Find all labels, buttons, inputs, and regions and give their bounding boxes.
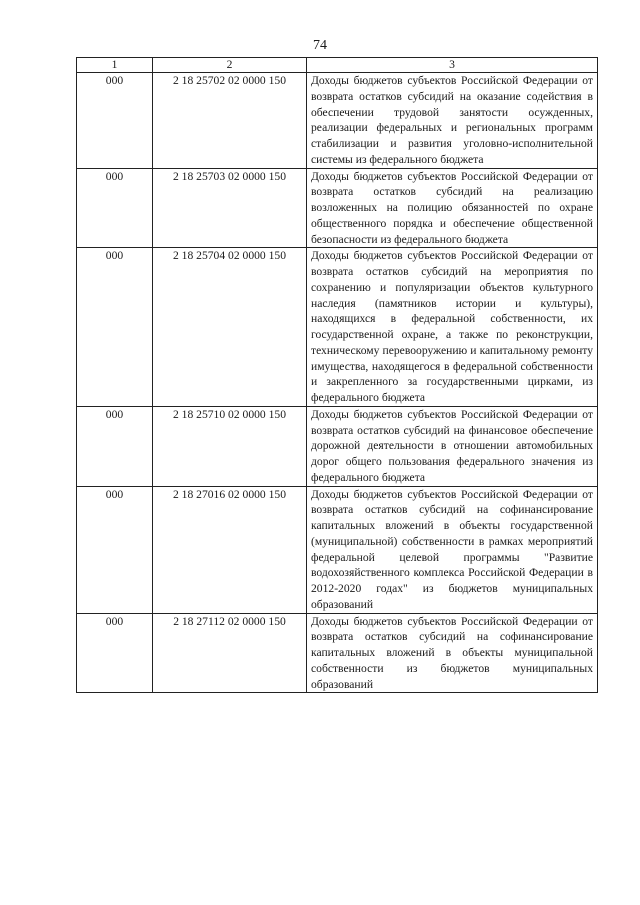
table-header-row <box>77 58 598 73</box>
kbk-code-cell: 2 18 27016 02 0000 150 <box>153 486 307 613</box>
table-row <box>77 613 598 693</box>
page-number: 74 <box>313 38 327 53</box>
budget-classification-table <box>76 57 598 693</box>
admin-code-cell: 000 <box>77 73 153 169</box>
income-name-cell: Доходы бюджетов субъектов Российской Федерации от возврата остатков субсидий на финансовое обеспечение дорожной деятельности в отношении автомобильных дорог общего пользования федерального значения из федерального бюджета <box>307 406 598 486</box>
income-name-cell: Доходы бюджетов субъектов Российской Федерации от возврата остатков субсидий на софинансирование капитальных вложений в объекты муниципальной собственности из бюджетов муниципальных образований <box>307 613 598 693</box>
income-name-cell: Доходы бюджетов субъектов Российской Федерации от возврата остатков субсидий на реализацию возложенных на полицию обязанностей по охране общественного порядка и обеспечение общественной безопасности из федерального бюджета <box>307 168 598 248</box>
income-name-cell: Доходы бюджетов субъектов Российской Федерации от возврата остатков субсидий на мероприятия по сохранению и популяризации объектов культурного наследия (памятников истории и культуры), находящихся в федеральной собственности, их государственной охране, а также по реконструкции, техническому перевооружению и капитальному ремонту имущества, находящегося в федеральной собственности и закрепленного за государственными цирками, из федерального бюджета <box>307 248 598 407</box>
kbk-code-cell: 2 18 25702 02 0000 150 <box>153 73 307 169</box>
admin-code-cell: 000 <box>77 168 153 248</box>
kbk-code-cell: 2 18 25703 02 0000 150 <box>153 168 307 248</box>
income-name-cell: Доходы бюджетов субъектов Российской Федерации от возврата остатков субсидий на оказание содействия в обеспечении трудовой занятости осужденных, реализации федеральных и региональных программ стабилизации и развития уголовно-исполнительной системы из федерального бюджета <box>307 73 598 169</box>
income-name-cell: Доходы бюджетов субъектов Российской Федерации от возврата остатков субсидий на софинансирование капитальных вложений в объекты государственной (муниципальной) собственности в рамках мероприятий федеральной целевой программы "Развитие водохозяйственного комплекса Российской Федерации в 2012-2020 годах" из бюджетов муниципальных образований <box>307 486 598 613</box>
kbk-code-cell: 2 18 25704 02 0000 150 <box>153 248 307 407</box>
table-row <box>77 168 598 248</box>
table-row <box>77 248 598 407</box>
kbk-code-cell: 2 18 27112 02 0000 150 <box>153 613 307 693</box>
admin-code-cell: 000 <box>77 248 153 407</box>
table-row <box>77 486 598 613</box>
admin-code-cell: 000 <box>77 613 153 693</box>
table-row <box>77 73 598 169</box>
admin-code-cell: 000 <box>77 486 153 613</box>
column-header-3: 3 <box>307 58 598 73</box>
kbk-code-cell: 2 18 25710 02 0000 150 <box>153 406 307 486</box>
admin-code-cell: 000 <box>77 406 153 486</box>
table-row <box>77 406 598 486</box>
column-header-1: 1 <box>77 58 153 73</box>
column-header-2: 2 <box>153 58 307 73</box>
